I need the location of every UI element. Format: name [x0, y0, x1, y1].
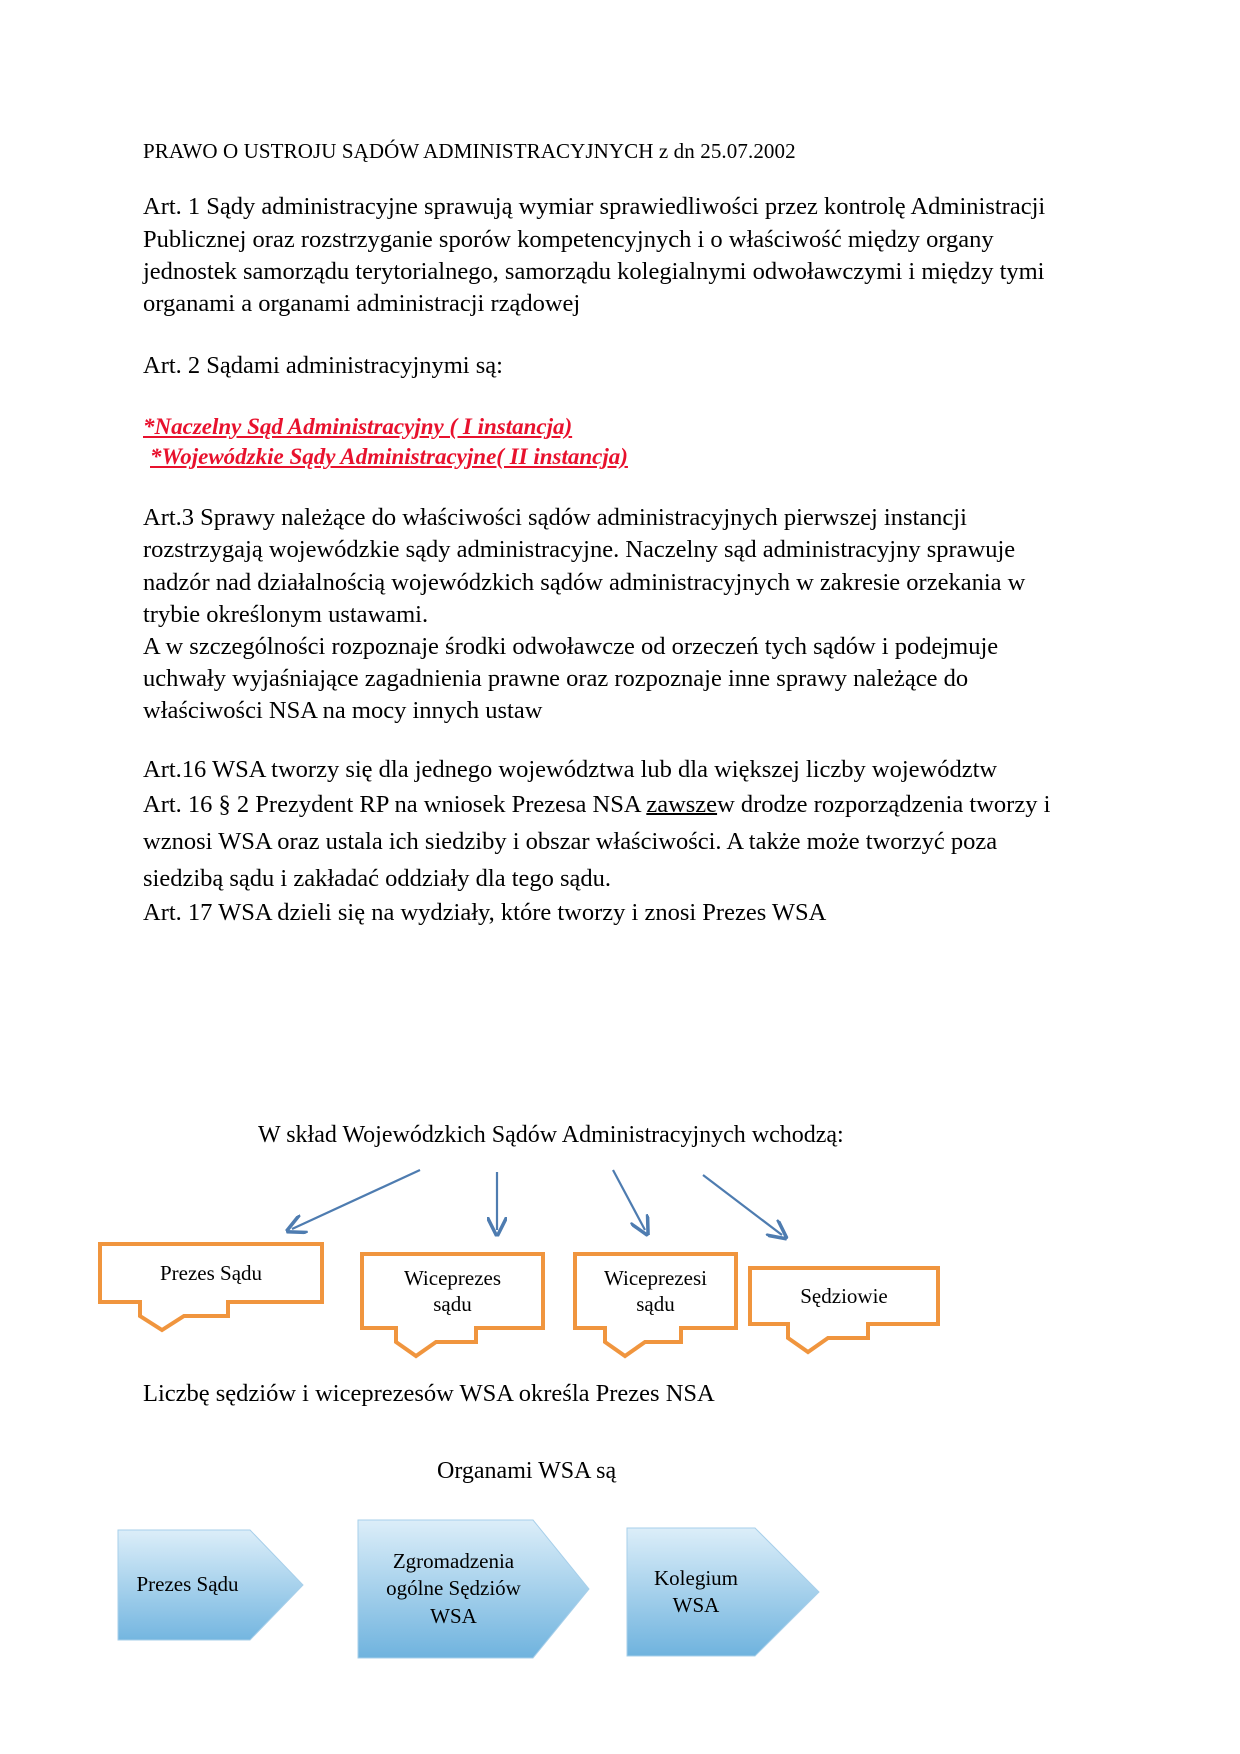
document-body	[143, 138, 1073, 930]
chevron-prezes-sadu	[118, 1530, 303, 1640]
art-16-2-underlined-word: zawsze	[646, 790, 718, 818]
chevron-zgromadzenia-ogolne	[358, 1520, 589, 1658]
paragraph-art-1: Art. 1 Sądy administracyjne sprawują wymiar sprawiedliwości przez kontrolę Administracji Publicznej oraz rozstrzyganie sporów kompetencyjnych i o właściwość między organy jednostek samorządu terytorialnego, samorządu kolegialnymi odwoławczymi i między tymi organami a organami administracji rządowej	[143, 193, 1046, 317]
callout-label: Sędziowie	[800, 1283, 888, 1308]
highlight-line-wsa: *Wojewódzkie Sądy Administracyjne( II instancja)	[150, 444, 628, 470]
callout-sedziowie	[748, 1266, 940, 1362]
chevron-label	[358, 1520, 589, 1658]
chevron-label-line3: WSA	[430, 1603, 477, 1628]
callout-tail-icon	[748, 1322, 940, 1362]
callout-label: Prezes Sądu	[159, 1260, 263, 1285]
spacer	[143, 382, 1073, 412]
highlight-line-nsa: *Naczelny Sąd Administracyjny ( I instancja)	[143, 414, 573, 440]
flowchart-wsa-organs	[0, 1380, 1240, 1754]
callout-wiceprezes-sadu	[360, 1252, 545, 1362]
flowchart-wsa-composition	[0, 1110, 1240, 1370]
callout-label-line2: sądu	[636, 1292, 675, 1316]
chevron-label-line1: Kolegium	[654, 1565, 738, 1590]
paragraph-art-3: Art.3 Sprawy należące do właściwości sądów administracyjnych pierwszej instancji rozstrzygają wojewódzkie sądy administracyjne. Naczelny sąd administracyjny sprawuje nadzór nad działalnością wojewódzkich sądów administracyjnych w zakresie orzekania w trybie określonym ustawami.	[143, 504, 1026, 628]
chevron-label	[118, 1530, 303, 1640]
paragraph-art-17: Art. 17 WSA dzieli się na wydziały, które tworzy i znosi Prezes WSA	[143, 899, 827, 927]
callout-wiceprezesi-sadu	[573, 1252, 738, 1362]
callout-label-line2: sądu	[433, 1292, 472, 1316]
spacer	[143, 320, 1073, 350]
callout-label-line1: Wiceprezes	[403, 1265, 502, 1290]
callout-label	[598, 1265, 713, 1318]
spacer	[143, 472, 1073, 502]
chevron-label-line1: Zgromadzenia	[392, 1549, 515, 1574]
spacer	[143, 728, 1073, 754]
chevron-label	[627, 1528, 819, 1656]
callout-tail-icon	[360, 1326, 545, 1366]
arrow-to-prezes	[292, 1170, 420, 1229]
chevron-kolegium-wsa	[627, 1528, 819, 1656]
paragraph-art-2: Art. 2 Sądami administracyjnymi są:	[143, 352, 503, 380]
paragraph-art-3-cont: A w szczególności rozpoznaje środki odwoławcze od orzeczeń tych sądów i podejmuje uchwały wyjaśniające zagadnienia prawne oraz rozpoznaje inne sprawy należące do właściwości NSA na mocy innych ustaw	[143, 632, 999, 725]
chevron-label-line1: Prezes Sądu	[136, 1572, 239, 1597]
callout-prezes-sadu	[98, 1242, 324, 1334]
arrow-to-wiceprezesi	[613, 1170, 645, 1230]
art-16-2-text-b: w drodze rozporządzenia tworzy i wznosi WSA oraz ustala ich siedziby i obszar właściwości. A także może tworzyć poza siedzibą sądu i zakładać oddziały dla tego sądu.	[143, 790, 1051, 893]
chevron-label-line2: ogólne Sędziów	[386, 1576, 521, 1601]
document-title: PRAWO O USTROJU SĄDÓW ADMINISTRACYJNYCH z dn 25.07.2002	[143, 139, 796, 163]
flowchart-composition-caption: W skład Wojewódzkich Sądów Administracyjnych wchodzą:	[258, 1122, 844, 1148]
callout-label	[398, 1265, 507, 1318]
paragraph-art-16-2	[143, 786, 1073, 898]
callout-tail-icon	[573, 1326, 738, 1366]
callout-label-line1: Wiceprezesi	[604, 1265, 707, 1290]
flowchart-organs-caption: Organami WSA są	[437, 1458, 617, 1484]
note-liczbe-sedziow: Liczbę sędziów i wiceprezesów WSA określa Prezes NSA	[143, 1380, 715, 1407]
art-16-2-text-a: Art. 16 § 2 Prezydent RP na wniosek Prezesa NSA	[143, 790, 647, 818]
highlight-court-list	[143, 412, 1073, 472]
arrow-to-sedziowie	[703, 1175, 782, 1235]
chevron-label-line2: WSA	[672, 1593, 720, 1617]
paragraph-art-16: Art.16 WSA tworzy się dla jednego województwa lub dla większej liczby województw	[143, 755, 998, 783]
